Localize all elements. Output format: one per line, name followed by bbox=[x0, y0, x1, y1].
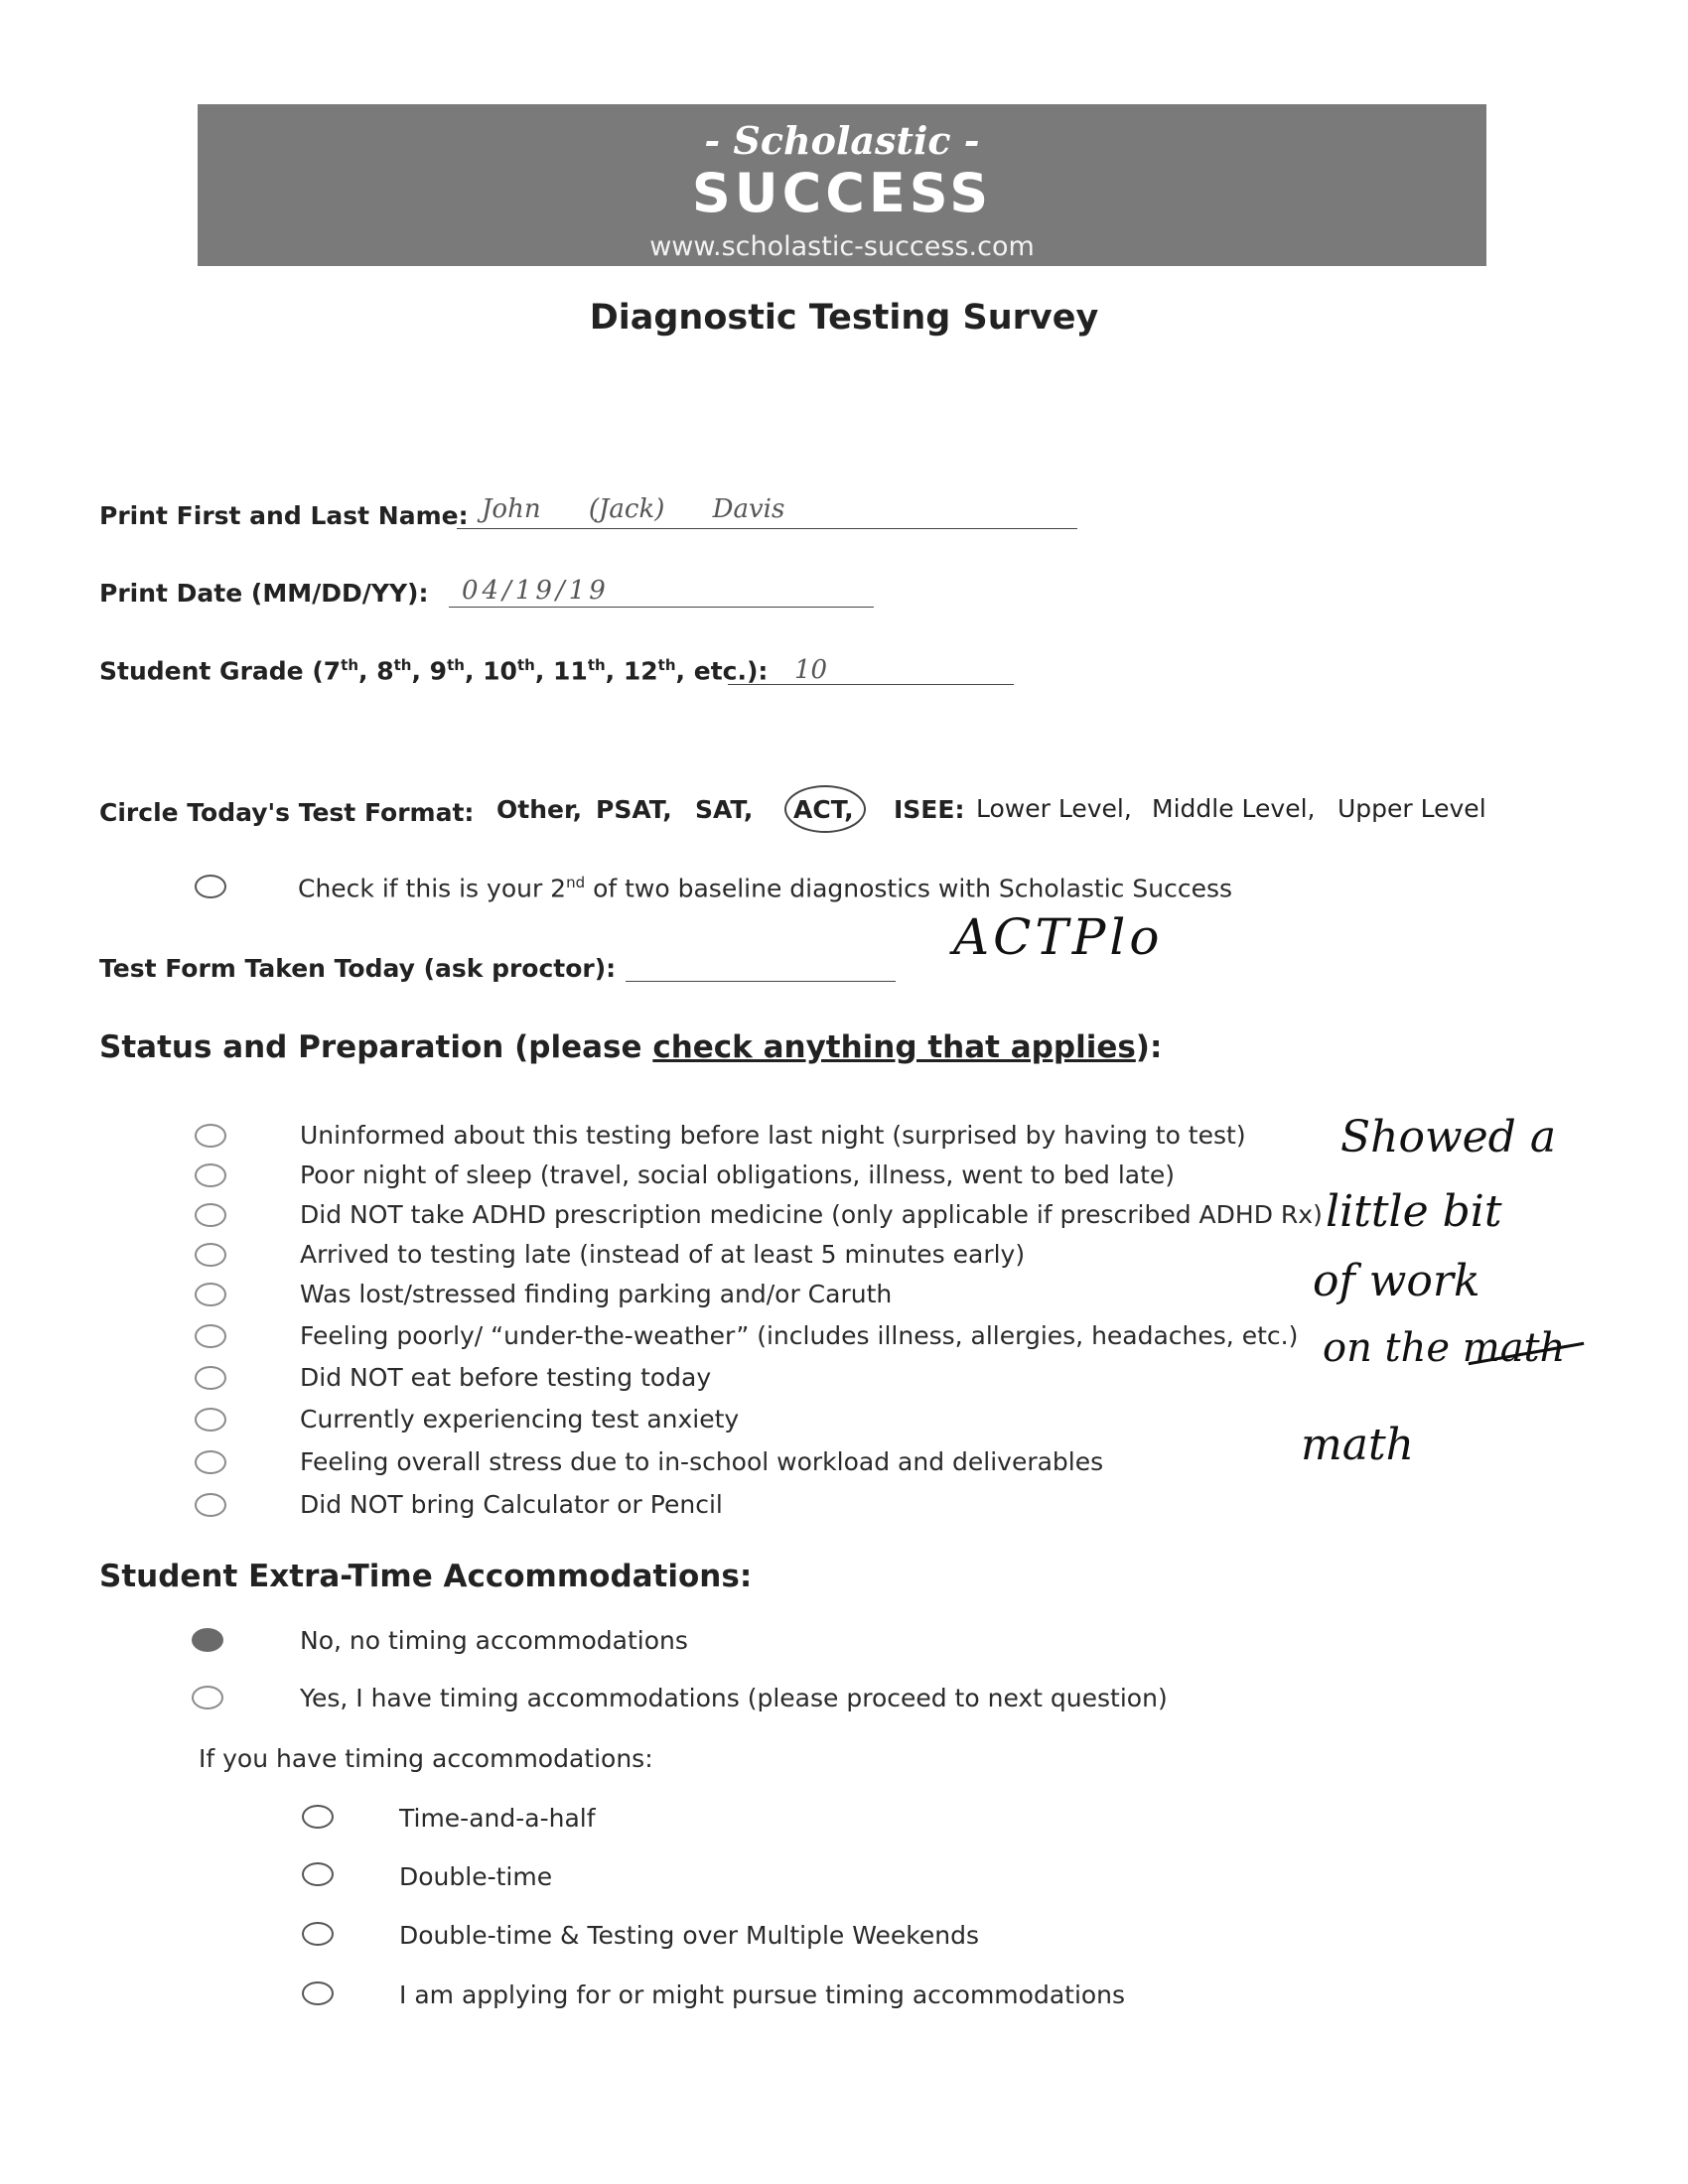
format-isee[interactable]: ISEE: bbox=[894, 795, 965, 824]
status-item: Was lost/stressed finding parking and/or Caruth bbox=[300, 1280, 893, 1308]
handwritten-note-line: math bbox=[1301, 1420, 1414, 1470]
timing-subheading: If you have timing accommodations: bbox=[199, 1744, 653, 1773]
test-form-underline bbox=[626, 981, 896, 982]
grade-field[interactable]: 10 bbox=[794, 655, 828, 685]
grade-label-prefix: Student Grade (7 bbox=[99, 656, 342, 686]
timing-option: I am applying for or might pursue timing accommodations bbox=[399, 1980, 1126, 2009]
test-form-label: Test Form Taken Today (ask proctor): bbox=[99, 954, 617, 983]
name-field[interactable]: John (Jack) Davis bbox=[482, 494, 785, 524]
second-diagnostic-label bbox=[298, 874, 1232, 902]
accommodation-radio-yes[interactable] bbox=[192, 1686, 223, 1709]
status-radio[interactable] bbox=[195, 1243, 226, 1267]
page-title: Diagnostic Testing Survey bbox=[589, 298, 1099, 338]
header-banner bbox=[198, 104, 1486, 266]
test-form-field[interactable]: ACTPlo bbox=[953, 908, 1164, 966]
status-radio[interactable] bbox=[195, 1283, 226, 1306]
isee-middle[interactable]: Middle Level, bbox=[1152, 794, 1316, 823]
handwritten-note-line: Showed a bbox=[1340, 1112, 1557, 1162]
date-field[interactable]: 04/19/19 bbox=[462, 576, 610, 606]
name-underline bbox=[457, 528, 1077, 529]
status-radio[interactable] bbox=[195, 1366, 226, 1390]
isee-upper[interactable]: Upper Level bbox=[1337, 794, 1486, 823]
status-item: Currently experiencing test anxiety bbox=[300, 1405, 740, 1433]
brand-name: SUCCESS bbox=[691, 162, 993, 224]
second-diag-text-b: of two baseline diagnostics with Scholastic Success bbox=[585, 874, 1233, 903]
status-heading-underlined: check anything that applies bbox=[652, 1029, 1136, 1065]
status-item: Did NOT eat before testing today bbox=[300, 1363, 712, 1392]
format-act[interactable]: ACT, bbox=[793, 795, 854, 824]
accommodation-radio-no[interactable] bbox=[192, 1628, 223, 1652]
isee-lower[interactable]: Lower Level, bbox=[976, 794, 1132, 823]
status-item: Feeling overall stress due to in-school workload and deliverables bbox=[300, 1447, 1104, 1476]
grade-label: Student Grade (7th, 8th, 9th, 10th, 11th, 12th, etc.): bbox=[99, 656, 769, 686]
brand-script: - Scholastic - bbox=[704, 118, 980, 163]
timing-radio[interactable] bbox=[302, 1922, 334, 1946]
second-diag-text-a: Check if this is your 2 bbox=[298, 874, 567, 903]
status-radio[interactable] bbox=[195, 1493, 226, 1517]
handwritten-note-line: on the math bbox=[1323, 1325, 1566, 1371]
second-diag-sup: nd bbox=[566, 874, 586, 891]
status-radio[interactable] bbox=[195, 1450, 226, 1474]
timing-radio[interactable] bbox=[302, 1862, 334, 1886]
status-heading bbox=[99, 1029, 1162, 1065]
format-sat[interactable]: SAT, bbox=[695, 795, 754, 824]
brand-url: www.scholastic-success.com bbox=[649, 231, 1035, 262]
timing-option: Time-and-a-half bbox=[399, 1804, 596, 1833]
status-radio[interactable] bbox=[195, 1163, 226, 1187]
handwritten-note-line: little bit bbox=[1326, 1186, 1502, 1237]
status-heading-prefix: Status and Preparation (please bbox=[99, 1029, 653, 1065]
timing-radio[interactable] bbox=[302, 1805, 334, 1829]
timing-option: Double-time & Testing over Multiple Weekends bbox=[399, 1921, 979, 1950]
name-label: Print First and Last Name: bbox=[99, 501, 469, 530]
status-item: Arrived to testing late (instead of at least 5 minutes early) bbox=[300, 1240, 1026, 1269]
status-item: Feeling poorly/ “under-the-weather” (includes illness, allergies, headaches, etc.) bbox=[300, 1321, 1299, 1350]
timing-option: Double-time bbox=[399, 1862, 553, 1891]
format-psat[interactable]: PSAT, bbox=[596, 795, 672, 824]
accommodation-option-no: No, no timing accommodations bbox=[300, 1626, 688, 1655]
accommodations-heading: Student Extra-Time Accommodations: bbox=[99, 1559, 753, 1594]
timing-radio[interactable] bbox=[302, 1981, 334, 2005]
grade-underline bbox=[728, 684, 1014, 685]
date-label: Print Date (MM/DD/YY): bbox=[99, 579, 429, 608]
status-radio[interactable] bbox=[195, 1124, 226, 1148]
status-radio[interactable] bbox=[195, 1203, 226, 1227]
date-underline bbox=[449, 607, 874, 608]
status-heading-suffix: ): bbox=[1135, 1029, 1163, 1065]
status-radio[interactable] bbox=[195, 1408, 226, 1432]
second-diagnostic-radio[interactable] bbox=[195, 875, 226, 898]
accommodation-option-yes: Yes, I have timing accommodations (please proceed to next question) bbox=[300, 1684, 1168, 1712]
status-item: Did NOT take ADHD prescription medicine (only applicable if prescribed ADHD Rx) bbox=[300, 1200, 1323, 1229]
format-other[interactable]: Other, bbox=[496, 795, 583, 824]
status-radio[interactable] bbox=[195, 1324, 226, 1348]
format-label: Circle Today's Test Format: bbox=[99, 798, 475, 827]
handwritten-note-line: of work bbox=[1313, 1256, 1480, 1306]
status-item: Poor night of sleep (travel, social obligations, illness, went to bed late) bbox=[300, 1160, 1176, 1189]
status-item: Did NOT bring Calculator or Pencil bbox=[300, 1490, 723, 1519]
status-item: Uninformed about this testing before last night (surprised by having to test) bbox=[300, 1121, 1246, 1150]
